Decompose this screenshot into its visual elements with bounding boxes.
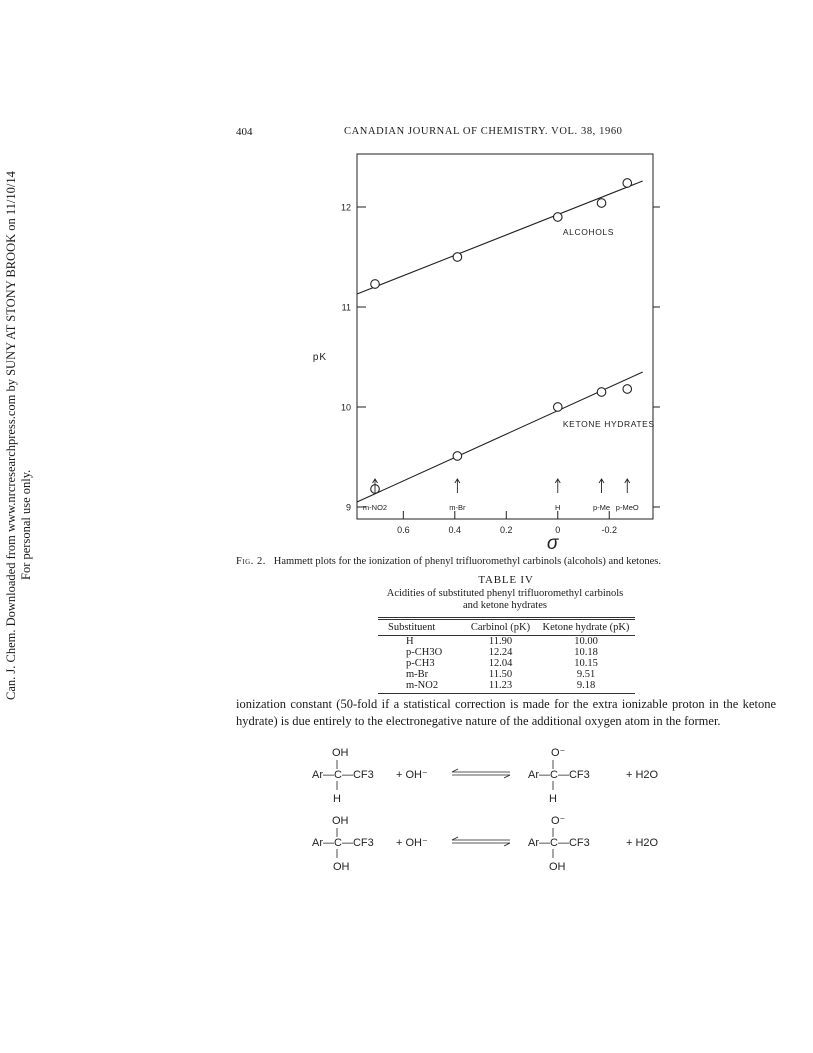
data-point [453,253,462,262]
product-top-group: O⁻ [551,815,566,827]
data-point [453,452,462,461]
table-caption: Acidities of substituted phenyl trifluoromethyl carbinols and ketone hydrates [386,588,624,611]
acidity-table [378,617,635,694]
annotation-label: p-Me [592,503,611,512]
substituent-cell: m-NO2 [378,680,464,694]
product-top-group: O⁻ [551,748,566,759]
x-tick-label: 0.6 [397,525,410,535]
reagent: + OH⁻ [396,837,428,849]
y-tick-label: 11 [341,302,351,313]
carbinol-pk-cell: 11.50 [488,669,513,680]
data-point [623,385,632,394]
download-watermark [4,171,40,700]
ketone-pk-cell: 10.15 [574,658,598,669]
y-tick-label: 12 [340,202,351,213]
x-tick-label: -0.2 [601,525,618,535]
table-row [378,680,635,694]
y-axis-label: pK [312,352,328,363]
x-tick-label: 0.2 [500,525,513,535]
series-label: KETONE HYDRATES [562,419,655,429]
x-axis-label: σ [546,533,559,552]
col-header-substituent: Substituent [388,622,436,633]
annotation-label: m-NO2 [362,503,388,512]
figure-caption [236,556,776,567]
ketone-pk-cell: 9.18 [537,680,635,694]
reactant: Ar—C—CF3 [312,837,374,849]
data-point [371,280,380,289]
substituent-cell: m-Br [406,669,429,680]
table-row [378,669,635,680]
body-paragraph: ionization constant (50-fold if a statistical correction is made for the extra ionizable proton in the ketone hydrate) is due entirely to the electronegative nature of the additional oxygen atom in the former. [236,697,776,728]
equation-2 [312,815,659,873]
plot-frame [357,154,653,519]
plot-area [313,154,660,552]
arrowhead [452,769,458,772]
substituent-cell: p-CH3 [406,658,435,669]
arrowhead [452,837,458,840]
annotation-label: H [555,503,561,512]
product-bottom-group: OH [549,861,566,873]
arrowhead [504,775,510,778]
carbinol-pk-cell: 12.04 [488,658,513,669]
fit-line-alcohols [357,181,643,294]
y-tick-label: 10 [340,402,351,413]
carbinol-pk-cell: 12.24 [488,647,513,658]
reactant-bottom-group: OH [333,861,350,873]
data-point [597,388,606,397]
col-header-carbinol: Carbinol (pK) [470,622,531,633]
reactant-top-group: OH [332,748,349,759]
data-point [597,199,606,208]
ketone-pk-cell: 9.51 [576,669,596,680]
figure-caption-label: Fig. 2. [236,556,266,567]
ketone-pk-cell: 10.00 [574,636,598,647]
table-row [378,636,635,648]
reactant-top-group: OH [332,815,349,827]
substituent-cell: H [406,636,414,647]
table-row [378,647,635,658]
table-title: TABLE IV [478,574,534,586]
carbinol-pk-cell: 11.23 [464,680,537,694]
reactant: Ar—C—CF3 [312,769,374,781]
data-point [553,213,562,222]
x-tick-label: 0 [555,525,561,535]
x-tick-label: 0.4 [448,525,462,535]
watermark-line-1: Can. J. Chem. Downloaded from www.nrcresearchpress.com by SUNY AT STONY BROOK on 11/10/14 [4,171,18,700]
ketone-pk-cell: 10.18 [574,647,598,658]
annotation-label: p-MeO [615,503,639,512]
product: Ar—C—CF3 [528,769,590,781]
series-label: ALCOHOLS [562,227,615,237]
byproduct: + H2O [626,837,659,849]
y-tick-label: 9 [345,502,351,513]
byproduct: + H2O [626,769,659,781]
equation-1 [312,748,659,805]
page-number: 404 [236,126,253,138]
watermark-line-2: For personal use only. [19,469,33,580]
reaction-equations [300,748,740,878]
figure-caption-text: Hammett plots for the ionization of phenyl trifluoromethyl carbinols (alcohols) and ketones. [273,556,661,567]
product-bottom-group: H [549,793,557,805]
arrowhead [504,843,510,846]
substituent-cell: p-CH3O [406,647,443,658]
table-row [378,658,635,669]
col-header-ketone: Ketone hydrate (pK) [542,622,630,633]
data-point [553,403,562,412]
carbinol-pk-cell: 11.90 [488,636,513,647]
data-point [623,179,632,188]
product: Ar—C—CF3 [528,837,590,849]
reactant-bottom-group: H [333,793,341,805]
annotation-label: m-Br [449,503,466,512]
reagent: + OH⁻ [396,769,428,781]
hammett-plot [300,140,680,552]
journal-header: CANADIAN JOURNAL OF CHEMISTRY. VOL. 38, 1960 [344,126,623,137]
